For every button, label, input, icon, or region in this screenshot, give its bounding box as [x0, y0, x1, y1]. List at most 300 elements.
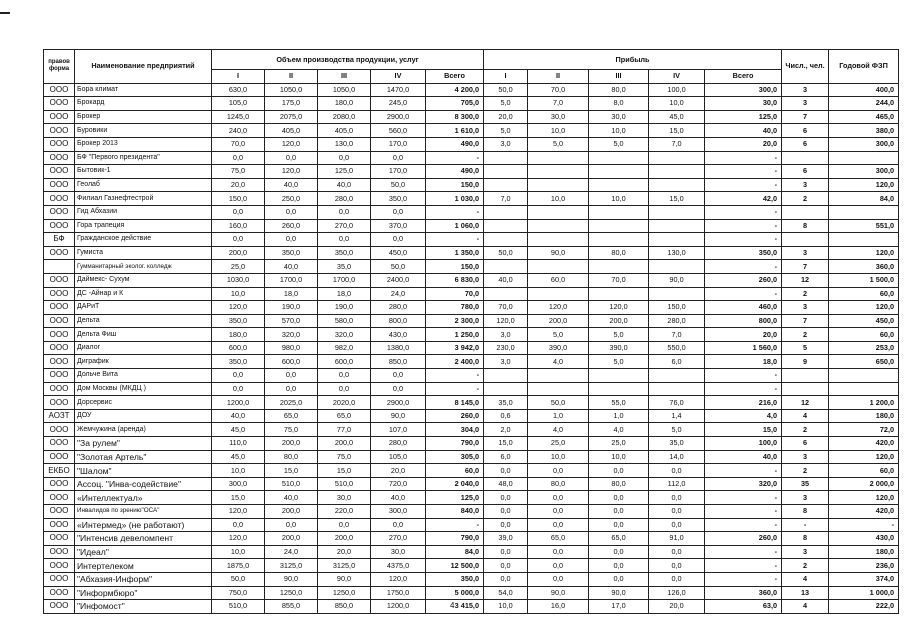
cell-profit-total: 320,0	[705, 477, 782, 491]
cell-volume-q3: 2020,0	[318, 396, 371, 410]
cell-profit-q4: 35,0	[649, 437, 705, 451]
cell-staff: -	[782, 518, 829, 532]
cell-profit-q2: 25,0	[528, 437, 589, 451]
cell-fund: 120,0	[829, 178, 899, 192]
cell-profit-q4: 0,0	[649, 491, 705, 505]
cell-profit-q4: 0,0	[649, 572, 705, 586]
cell-profit-q4: 130,0	[649, 246, 705, 260]
cell-profit-q3	[589, 369, 649, 383]
cell-volume-q3: 75,0	[318, 450, 371, 464]
cell-volume-q4: 0,0	[371, 382, 426, 396]
cell-staff: 2	[782, 423, 829, 437]
cell-profit-total: -	[705, 287, 782, 301]
cell-fund: 120,0	[829, 246, 899, 260]
cell-profit-q1: 7,0	[484, 192, 528, 206]
cell-fund: 420,0	[829, 505, 899, 519]
cell-fund: 430,0	[829, 532, 899, 546]
cell-profit-q3: 30,0	[589, 110, 649, 124]
cell-staff: 3	[782, 97, 829, 111]
cell-volume-q3: 130,0	[318, 137, 371, 151]
table-row	[44, 545, 899, 559]
cell-staff	[782, 205, 829, 219]
cell-volume-q1: 1200,0	[212, 396, 265, 410]
cell-profit-q2: 30,0	[528, 110, 589, 124]
cell-enterprise-name: Диалог	[75, 341, 212, 355]
cell-legal-form: ООО	[44, 137, 75, 151]
cell-volume-q4: 170,0	[371, 137, 426, 151]
cell-profit-q1: 0,0	[484, 572, 528, 586]
cell-legal-form: ООО	[44, 273, 75, 287]
table-row	[44, 423, 899, 437]
table-row	[44, 559, 899, 573]
cell-volume-q2: 250,0	[265, 192, 318, 206]
cell-legal-form: ООО	[44, 423, 75, 437]
cell-profit-q1: 5,0	[484, 97, 528, 111]
cell-volume-q2: 570,0	[265, 314, 318, 328]
cell-volume-total: 2 040,0	[426, 477, 484, 491]
cell-volume-q1: 160,0	[212, 219, 265, 233]
cell-volume-total: 4 200,0	[426, 83, 484, 97]
cell-volume-q1: 40,0	[212, 409, 265, 423]
cell-volume-q4: 0,0	[371, 518, 426, 532]
cell-enterprise-name: Даймекс- Сухум	[75, 273, 212, 287]
cell-volume-q3: 35,0	[318, 260, 371, 274]
cell-volume-total: 3 415,0	[426, 600, 484, 614]
cell-legal-form: ООО	[44, 246, 75, 260]
cell-volume-q2: 120,0	[265, 137, 318, 151]
cell-fund: 120,0	[829, 450, 899, 464]
cell-profit-total: 20,0	[705, 328, 782, 342]
header-name: Наименование предприятий	[75, 50, 212, 84]
cell-profit-q2: 16,0	[528, 600, 589, 614]
cell-profit-total: 216,0	[705, 396, 782, 410]
cell-enterprise-name: Геолаб	[75, 178, 212, 192]
cell-profit-q2	[528, 219, 589, 233]
table-row	[44, 205, 899, 219]
cell-profit-q4: 7,0	[649, 137, 705, 151]
cell-volume-total: 490,0	[426, 137, 484, 151]
cell-profit-total: -	[705, 233, 782, 247]
cell-profit-q1: 20,0	[484, 110, 528, 124]
cell-volume-q1: 300,0	[212, 477, 265, 491]
cell-volume-q4: 24,0	[371, 287, 426, 301]
cell-enterprise-name: "Шалом"	[75, 464, 212, 478]
cell-fund: 244,0	[829, 97, 899, 111]
cell-profit-q3: 55,0	[589, 396, 649, 410]
cell-legal-form: ООО	[44, 301, 75, 315]
cell-profit-q4: 5,0	[649, 423, 705, 437]
cell-volume-q1: 150,0	[212, 192, 265, 206]
header-volume: Объем производства продукции, услуг	[212, 50, 484, 70]
cell-legal-form: ООО	[44, 491, 75, 505]
cell-volume-q1: 750,0	[212, 586, 265, 600]
cell-volume-q3: 77,0	[318, 423, 371, 437]
cell-fund: 180,0	[829, 409, 899, 423]
cell-legal-form: ООО	[44, 437, 75, 451]
cell-volume-q1: 15,0	[212, 491, 265, 505]
header-form: правов форма	[44, 50, 75, 84]
cell-profit-q4: 550,0	[649, 341, 705, 355]
cell-volume-q2: 24,0	[265, 545, 318, 559]
cell-volume-q1: 240,0	[212, 124, 265, 138]
cell-volume-q1: 120,0	[212, 505, 265, 519]
table-row	[44, 165, 899, 179]
cell-profit-total: 4,0	[705, 409, 782, 423]
cell-profit-q2: 10,0	[528, 124, 589, 138]
cell-profit-q1: 40,0	[484, 273, 528, 287]
cell-enterprise-name: Ассоц. "Инва-содействие"	[75, 477, 212, 491]
cell-profit-q2	[528, 178, 589, 192]
cell-staff: 2	[782, 328, 829, 342]
cell-volume-total: 490,0	[426, 165, 484, 179]
cell-staff	[782, 151, 829, 165]
cell-legal-form: ЕКБО	[44, 464, 75, 478]
cell-legal-form: АОЗТ	[44, 409, 75, 423]
header-profit-q2: II	[528, 70, 589, 84]
cell-profit-q3: 10,0	[589, 192, 649, 206]
cell-enterprise-name: Дельта Фиш	[75, 328, 212, 342]
cell-profit-total: -	[705, 178, 782, 192]
cell-enterprise-name: Бытовик-1	[75, 165, 212, 179]
cell-volume-q1: 110,0	[212, 437, 265, 451]
table-row	[44, 505, 899, 519]
cell-staff: 35	[782, 477, 829, 491]
table-row	[44, 137, 899, 151]
table-row	[44, 260, 899, 274]
cell-volume-q1: 10,0	[212, 287, 265, 301]
cell-fund: 450,0	[829, 314, 899, 328]
table-row	[44, 287, 899, 301]
cell-volume-q4: 30,0	[371, 545, 426, 559]
cell-profit-q4: 14,0	[649, 450, 705, 464]
cell-profit-q1: 50,0	[484, 246, 528, 260]
cell-profit-q3: 65,0	[589, 532, 649, 546]
cell-volume-q1: 50,0	[212, 572, 265, 586]
cell-legal-form: ООО	[44, 559, 75, 573]
cell-volume-total: 304,0	[426, 423, 484, 437]
cell-profit-total: -	[705, 151, 782, 165]
cell-staff: 3	[782, 83, 829, 97]
cell-profit-q2: 4,0	[528, 355, 589, 369]
cell-profit-q3	[589, 205, 649, 219]
cell-volume-q1: 0,0	[212, 518, 265, 532]
cell-enterprise-name: Брокард	[75, 97, 212, 111]
cell-volume-total: -	[426, 382, 484, 396]
cell-profit-q1	[484, 260, 528, 274]
cell-volume-q1: 120,0	[212, 301, 265, 315]
cell-profit-total: -	[705, 219, 782, 233]
cell-volume-q4: 0,0	[371, 233, 426, 247]
cell-volume-total: 1 610,0	[426, 124, 484, 138]
header-staff: Числ., чел.	[782, 50, 829, 84]
cell-fund: 1 500,0	[829, 273, 899, 287]
cell-profit-q1	[484, 233, 528, 247]
cell-volume-q4: 560,0	[371, 124, 426, 138]
cell-volume-q4: 2900,0	[371, 396, 426, 410]
cell-profit-q4: 7,0	[649, 328, 705, 342]
cell-volume-q3: 180,0	[318, 97, 371, 111]
cell-profit-q2: 50,0	[528, 396, 589, 410]
cell-profit-q4	[649, 260, 705, 274]
cell-volume-q3: 1250,0	[318, 586, 371, 600]
cell-volume-q3: 65,0	[318, 409, 371, 423]
page-number: 4	[450, 601, 455, 610]
enterprises-table	[43, 49, 899, 614]
cell-legal-form: ООО	[44, 505, 75, 519]
cell-fund: 120,0	[829, 301, 899, 315]
cell-profit-q4: 6,0	[649, 355, 705, 369]
cell-volume-total: 260,0	[426, 409, 484, 423]
cell-volume-q2: 80,0	[265, 450, 318, 464]
cell-volume-q3: 982,0	[318, 341, 371, 355]
cell-profit-q2	[528, 369, 589, 383]
cell-volume-q4: 170,0	[371, 165, 426, 179]
cell-profit-total: -	[705, 205, 782, 219]
cell-profit-q3: 5,0	[589, 328, 649, 342]
cell-profit-q1: 0,0	[484, 491, 528, 505]
cell-legal-form	[44, 260, 75, 274]
cell-volume-q3: 0,0	[318, 205, 371, 219]
cell-profit-q2: 90,0	[528, 246, 589, 260]
cell-fund	[829, 151, 899, 165]
cell-profit-q1: 0,6	[484, 409, 528, 423]
cell-fund: 300,0	[829, 165, 899, 179]
cell-legal-form: ООО	[44, 600, 75, 614]
cell-volume-q3: 350,0	[318, 246, 371, 260]
cell-volume-q2: 1250,0	[265, 586, 318, 600]
cell-profit-q3: 5,0	[589, 137, 649, 151]
cell-legal-form: ООО	[44, 110, 75, 124]
cell-volume-q2: 90,0	[265, 572, 318, 586]
cell-volume-q1: 200,0	[212, 246, 265, 260]
cell-fund	[829, 382, 899, 396]
header-volume-q4: IV	[371, 70, 426, 84]
cell-profit-q4: 20,0	[649, 600, 705, 614]
header-profit: Прибыль	[484, 50, 782, 70]
cell-profit-total: 460,0	[705, 301, 782, 315]
cell-staff: 7	[782, 260, 829, 274]
cell-profit-total: 360,0	[705, 586, 782, 600]
cell-volume-q2: 0,0	[265, 369, 318, 383]
cell-profit-q2: 0,0	[528, 518, 589, 532]
cell-profit-total: 40,0	[705, 124, 782, 138]
cell-volume-q4: 1750,0	[371, 586, 426, 600]
cell-profit-q3: 70,0	[589, 273, 649, 287]
cell-volume-q2: 350,0	[265, 246, 318, 260]
cell-volume-q4: 370,0	[371, 219, 426, 233]
cell-profit-q4: 10,0	[649, 97, 705, 111]
cell-profit-q1	[484, 165, 528, 179]
cell-profit-q1: 5,0	[484, 124, 528, 138]
cell-volume-total: 6 830,0	[426, 273, 484, 287]
table-row	[44, 464, 899, 478]
cell-profit-total: 20,0	[705, 137, 782, 151]
cell-staff: 3	[782, 491, 829, 505]
cell-staff: 3	[782, 450, 829, 464]
cell-volume-total: 350,0	[426, 572, 484, 586]
cell-fund: 60,0	[829, 328, 899, 342]
cell-profit-q3: 80,0	[589, 477, 649, 491]
cell-volume-q4: 50,0	[371, 178, 426, 192]
cell-volume-q2: 2075,0	[265, 110, 318, 124]
cell-volume-q2: 200,0	[265, 505, 318, 519]
cell-profit-q2	[528, 233, 589, 247]
cell-profit-q3: 10,0	[589, 450, 649, 464]
cell-profit-q3: 0,0	[589, 464, 649, 478]
cell-volume-q4: 2400,0	[371, 273, 426, 287]
cell-volume-q4: 350,0	[371, 192, 426, 206]
cell-volume-q2: 510,0	[265, 477, 318, 491]
cell-legal-form: ООО	[44, 545, 75, 559]
cell-profit-q1: 2,0	[484, 423, 528, 437]
cell-volume-q2: 0,0	[265, 382, 318, 396]
cell-volume-q1: 0,0	[212, 233, 265, 247]
cell-profit-q3	[589, 287, 649, 301]
cell-volume-q1: 120,0	[212, 532, 265, 546]
cell-profit-q1: 0,0	[484, 559, 528, 573]
header-volume-q2: II	[265, 70, 318, 84]
cell-staff: 5	[782, 341, 829, 355]
cell-profit-q4	[649, 287, 705, 301]
cell-volume-q3: 405,0	[318, 124, 371, 138]
cell-legal-form: ООО	[44, 287, 75, 301]
cell-profit-q3: 390,0	[589, 341, 649, 355]
cell-profit-q2	[528, 165, 589, 179]
cell-profit-total: -	[705, 464, 782, 478]
cell-profit-q4	[649, 205, 705, 219]
cell-enterprise-name: ДАРиТ	[75, 301, 212, 315]
cell-staff: 7	[782, 314, 829, 328]
cell-volume-total: 8 145,0	[426, 396, 484, 410]
cell-volume-q3: 280,0	[318, 192, 371, 206]
cell-enterprise-name: "Золотая Артель"	[75, 450, 212, 464]
cell-volume-q1: 0,0	[212, 151, 265, 165]
cell-legal-form: ООО	[44, 178, 75, 192]
cell-volume-total: 305,0	[426, 450, 484, 464]
cell-profit-q4: 150,0	[649, 301, 705, 315]
cell-enterprise-name: "За рулем"	[75, 437, 212, 451]
cell-volume-total: 12 500,0	[426, 559, 484, 573]
cell-fund: 374,0	[829, 572, 899, 586]
cell-volume-q2: 200,0	[265, 532, 318, 546]
table-row	[44, 314, 899, 328]
cell-profit-q1	[484, 205, 528, 219]
cell-profit-q1: 10,0	[484, 600, 528, 614]
cell-legal-form: ООО	[44, 97, 75, 111]
cell-profit-q4: 0,0	[649, 518, 705, 532]
cell-legal-form: ООО	[44, 219, 75, 233]
cell-profit-q4: 0,0	[649, 505, 705, 519]
cell-staff: 13	[782, 586, 829, 600]
cell-volume-q2: 3125,0	[265, 559, 318, 573]
cell-profit-q2: 5,0	[528, 328, 589, 342]
cell-profit-q2: 10,0	[528, 192, 589, 206]
cell-profit-q1: 35,0	[484, 396, 528, 410]
cell-staff: 7	[782, 110, 829, 124]
cell-staff: 2	[782, 464, 829, 478]
table-row	[44, 369, 899, 383]
cell-fund: 180,0	[829, 545, 899, 559]
cell-volume-q3: 40,0	[318, 178, 371, 192]
cell-volume-total: 8 300,0	[426, 110, 484, 124]
cell-volume-q3: 90,0	[318, 572, 371, 586]
cell-volume-q1: 600,0	[212, 341, 265, 355]
cell-profit-q2: 0,0	[528, 464, 589, 478]
cell-fund	[829, 233, 899, 247]
table-row	[44, 396, 899, 410]
cell-volume-q4: 0,0	[371, 369, 426, 383]
cell-volume-total: 840,0	[426, 505, 484, 519]
cell-profit-q4	[649, 165, 705, 179]
cell-volume-q3: 1700,0	[318, 273, 371, 287]
cell-volume-q4: 0,0	[371, 205, 426, 219]
cell-volume-q4: 300,0	[371, 505, 426, 519]
table-row	[44, 97, 899, 111]
cell-staff: 3	[782, 545, 829, 559]
cell-profit-total: -	[705, 505, 782, 519]
cell-profit-q1	[484, 369, 528, 383]
table-row	[44, 600, 899, 614]
cell-profit-q3: 80,0	[589, 83, 649, 97]
cell-enterprise-name: «Интеллектуал»	[75, 491, 212, 505]
cell-fund: -	[829, 518, 899, 532]
cell-volume-q2: 200,0	[265, 437, 318, 451]
cell-volume-q1: 180,0	[212, 328, 265, 342]
cell-fund: 551,0	[829, 219, 899, 233]
cell-profit-total: -	[705, 165, 782, 179]
cell-profit-q2: 120,0	[528, 301, 589, 315]
cell-profit-q4: 280,0	[649, 314, 705, 328]
cell-volume-q1: 0,0	[212, 369, 265, 383]
table-row	[44, 409, 899, 423]
table-row	[44, 341, 899, 355]
cell-volume-total: 2 300,0	[426, 314, 484, 328]
table-row	[44, 178, 899, 192]
cell-volume-q3: 510,0	[318, 477, 371, 491]
cell-volume-q1: 70,0	[212, 137, 265, 151]
cell-enterprise-name: Интертелеком	[75, 559, 212, 573]
cell-profit-total: 350,0	[705, 246, 782, 260]
cell-fund: 650,0	[829, 355, 899, 369]
cell-profit-q2	[528, 151, 589, 165]
cell-legal-form: ООО	[44, 382, 75, 396]
cell-profit-q1: 0,0	[484, 545, 528, 559]
cell-profit-q2	[528, 382, 589, 396]
table-row	[44, 382, 899, 396]
cell-staff: 2	[782, 559, 829, 573]
cell-profit-total: 18,0	[705, 355, 782, 369]
cell-volume-q4: 450,0	[371, 246, 426, 260]
cell-volume-q1: 0,0	[212, 382, 265, 396]
cell-profit-q1	[484, 151, 528, 165]
cell-volume-q3: 600,0	[318, 355, 371, 369]
cell-profit-q2: 0,0	[528, 545, 589, 559]
table-row	[44, 518, 899, 532]
table-row	[44, 328, 899, 342]
header-fund: Годовой ФЗП	[829, 50, 899, 84]
cell-volume-q4: 800,0	[371, 314, 426, 328]
cell-profit-q3: 5,0	[589, 355, 649, 369]
cell-profit-q1	[484, 287, 528, 301]
cell-volume-q4: 720,0	[371, 477, 426, 491]
cell-profit-q3	[589, 260, 649, 274]
cell-volume-q1: 45,0	[212, 450, 265, 464]
cell-profit-q3: 200,0	[589, 314, 649, 328]
cell-volume-total: 3 942,0	[426, 341, 484, 355]
cell-profit-q2: 4,0	[528, 423, 589, 437]
cell-fund: 72,0	[829, 423, 899, 437]
cell-profit-q2: 0,0	[528, 572, 589, 586]
